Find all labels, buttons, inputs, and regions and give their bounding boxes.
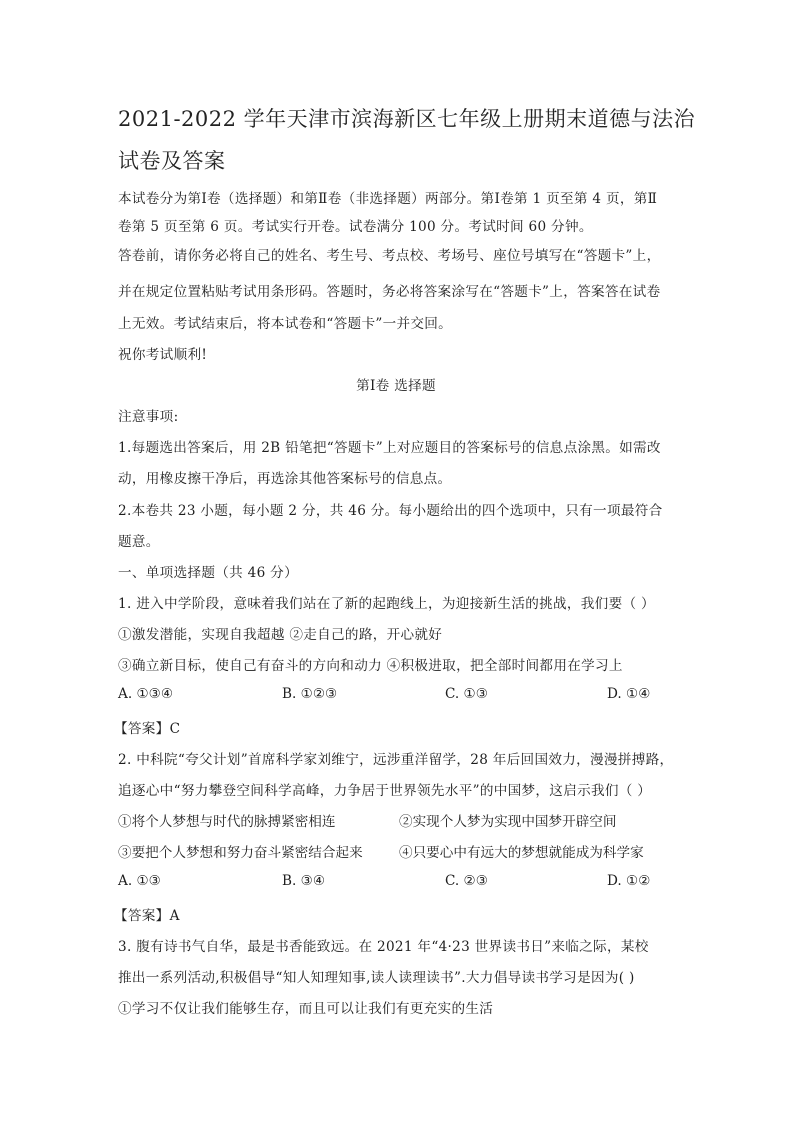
intro-line: 本试卷分为第Ⅰ卷（选择题）和第Ⅱ卷（非选择题）两部分。第Ⅰ卷第 1 页至第 4 页，第Ⅱ — [118, 191, 658, 207]
note-line: 2.本卷共 23 小题，每小题 2 分，共 46 分。每小题给出的四个选项中，只有一项最符合 — [118, 503, 663, 519]
part-heading: 一、单项选择题（共 46 分） — [118, 565, 298, 581]
question-2-statement-2: ②实现个人梦为实现中国梦开辟空间 — [399, 814, 617, 830]
question-3-stem: 推出一系列活动,积极倡导“知人知理知事,读人读理读书”.大力倡导读书学习是因为( ) — [118, 970, 635, 986]
note-line: 动，用橡皮擦干净后，再选涂其他答案标号的信息点。 — [118, 471, 452, 487]
intro-line: 并在规定位置粘贴考试用条形码。答题时，务必将答案涂写在“答题卡”上，答案答在试卷 — [118, 284, 661, 300]
question-1-option-b: B. ①②③ — [282, 686, 338, 702]
question-2-statement-1: ①将个人梦想与时代的脉搏紧密相连 — [118, 814, 336, 830]
question-3-stem: 3. 腹有诗书气自华，最是书香能致远。在 2021 年“4·23 世界读书日”来临之际，某校 — [118, 939, 649, 955]
question-2-option-c: C. ②③ — [445, 873, 488, 889]
question-2-option-d: D. ①② — [607, 873, 651, 889]
document-title-line-2: 试卷及答案 — [118, 149, 226, 173]
note-line: 1.每题选出答案后，用 2B 铅笔把“答题卡”上对应题目的答案标号的信息点涂黑。如需改 — [118, 440, 661, 456]
intro-line: 上无效。考试结束后，将本试卷和“答题卡”一并交回。 — [118, 316, 453, 332]
question-1-statements: ①激发潜能，实现自我超越 ②走自己的路，开心就好 — [118, 627, 443, 643]
question-3-statements: ①学习不仅让我们能够生存，而且可以让我们有更充实的生活 — [118, 1001, 494, 1017]
document-title-line-1: 2021-2022 学年天津市滨海新区七年级上册期末道德与法治 — [118, 107, 696, 131]
question-2-statement-4: ④只要心中有远大的梦想就能成为科学家 — [399, 845, 644, 861]
section-heading: 第Ⅰ卷 选择题 — [356, 378, 436, 394]
question-2-stem: 追逐心中“努力攀登空间科学高峰，力争居于世界领先水平”的中国梦，这启示我们（ ） — [118, 783, 652, 799]
question-1-statements: ③确立新目标，使自己有奋斗的方向和动力 ④积极进取，把全部时间都用在学习上 — [118, 658, 623, 674]
question-2-answer: 【答案】A — [114, 908, 180, 924]
question-1-option-c: C. ①③ — [445, 686, 488, 702]
question-2-stem: 2. 中科院“夸父计划”首席科学家刘维宁，远涉重洋留学，28 年后回国效力，漫漫拼搏路， — [118, 752, 674, 768]
intro-line: 卷第 5 页至第 6 页。考试实行开卷。试卷满分 100 分。考试时间 60 分钟。 — [118, 219, 593, 235]
intro-line: 答卷前，请你务必将自己的姓名、考生号、考点校、考场号、座位号填写在“答题卡”上， — [118, 248, 661, 264]
note-line: 题意。 — [118, 534, 160, 550]
question-1-option-a: A. ①③④ — [118, 686, 174, 702]
question-1-stem: 1. 进入中学阶段，意味着我们站在了新的起跑线上，为迎接新生活的挑战，我们要（ ） — [118, 596, 655, 612]
question-2-statement-3: ③要把个人梦想和努力奋斗紧密结合起来 — [118, 845, 363, 861]
notes-heading: 注意事项: — [118, 409, 179, 425]
question-1-option-d: D. ①④ — [607, 686, 651, 702]
question-2-option-b: B. ③④ — [282, 873, 326, 889]
good-luck-line: 祝你考试顺利! — [118, 347, 208, 363]
question-2-option-a: A. ①③ — [118, 873, 161, 889]
question-1-answer: 【答案】C — [114, 721, 181, 737]
